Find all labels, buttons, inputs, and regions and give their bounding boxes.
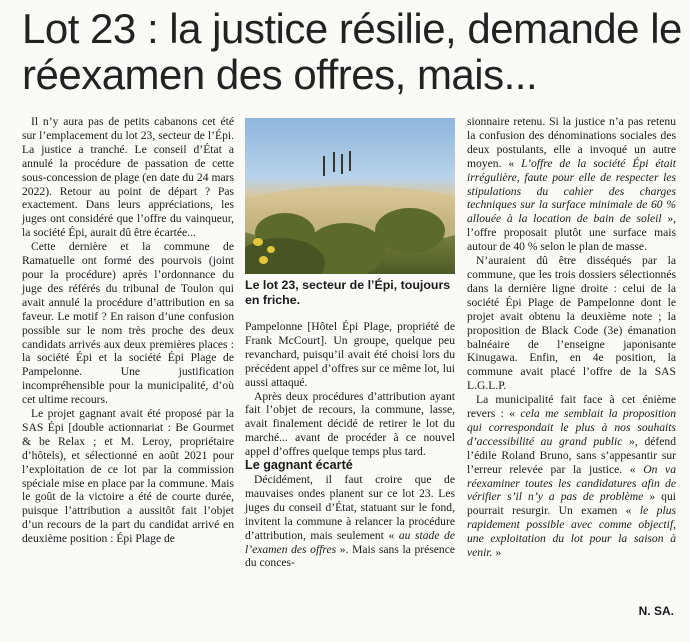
paragraph: Décidément, il faut croire que de mauvaises ondes planent sur ce lot 23. Les juges du conseil d’État, statuant sur le fond, invitent la commune à relancer la procédure d’attribution, mais seulement « au stade de l’examen des offres ». Mais sans la présence du conces- [245, 472, 455, 570]
paragraph: sionnaire retenu. Si la justice n’a pas retenu la confusion des dénominations sociales des deux postulants, elle a invoqué un autre moyen. « L’offre de la société Épi était irrégulière, faute pour elle de respecter les stipulations du cahier des charges techniques sur la surface minimale de 60 % allouée à la location de bain de soleil », l’offre proposait plutôt une surface mais autour de 40 % selon le plan de masse. [467, 115, 677, 254]
author-signature: N. SA. [638, 604, 674, 618]
section-subhead: Le gagnant écarté [245, 458, 353, 473]
article-column-1 [22, 115, 234, 546]
paragraph: Le projet gagnant avait été proposé par la SAS Épi [double actionnariat : Be Gourmet & be Relax ; et M. Leroy, propriétaire d’hôtels), et sélectionné en août 2021 pour l’exploitation de ce lot par la commission spéciale mise en place par la commune. Mais le goût de la victoire a été de courte durée, puisque l’attribution a aussitôt fait l’objet d’un recours de la part du candidat arrivé en deuxième position : Épi Plage de [22, 407, 234, 546]
paragraph: Cette dernière et la commune de Ramatuelle ont formé des pourvois (joint pour la procédure) après l’ordonnance du juge des référés du tribunal de Toulon qui avait annulé la procédure d’attribution en sa faveur. Le motif ? En raison d’une confusion possible sur le nom très proche des deux candidats arrivés aux deux premières places : la société Épi et la société Épi Plage de Pampelonne. Une justification incompréhensible pour la municipalité, d’où cet ultime recours. [22, 240, 234, 407]
article-column-2 [245, 320, 455, 570]
paragraph: Il n’y aura pas de petits cabanons cet été sur l’emplacement du lot 23, secteur de l’Épi. La justice a tranché. Le conseil d’État a annulé la procédure de passation de cette sous-concession de plage (en date du 24 mars 2022). Retour au point de départ ? Pas exactement. Dans leurs appréciations, les juges ont considéré que l’offre du vainqueur, la société Épi, aurait dû être écartée... [22, 115, 234, 240]
headline: Lot 23 : la justice résilie, demande le réexamen des offres, mais... [22, 5, 682, 98]
paragraph: La municipalité fait face à cet énième revers : « cela me semblait la proposition qui correspondait le plus à nos souhaits d’accessibilité au grand public », défend l’édile Roland Bruno, sans s’appesantir sur l’erreur relevée par la justice. « On va réexaminer toutes les candidatures afin de vérifier s’il n’y a pas de problème » qui pourrait resurgir. Un examen « le plus rapidement possible avec comme objectif, une exploitation du lot pour la saison à venir. » [467, 393, 676, 560]
beach-photo [245, 118, 455, 274]
paragraph: Après deux procédures d’attribution ayant fait l’objet de recours, la commune, lasse, avait finalement décidé de retirer le lot du marché... avant de procéder à ce nouvel appel d’offres quelque temps plus tard. [245, 389, 455, 459]
article-column-3 [467, 115, 676, 560]
photo-caption: Le lot 23, secteur de l’Épi, toujours en friche. [245, 278, 451, 307]
paragraph: Pampelonne [Hôtel Épi Plage, propriété de Frank McCourt]. Un groupe, quelque peu revanchard, puisqu’il avait été choisi lors du précédent appel d’offres sur ce même lot, lui aussi attaqué. [245, 320, 455, 389]
paragraph: N’auraient dû être disséqués par la commune, que les trois dossiers sélectionnés dans la dernière ligne droite : celui de la société Épi Plage de Pampelonne dont le projet avait obtenu la deuxième note ; la proposition de Black Code (3e) émanation balnéaire de l’enseigne japonisante Kinugawa. Enfin, en 4e position, la commune avait placé l’offre de la SAS L.G.L.P. [467, 254, 676, 393]
